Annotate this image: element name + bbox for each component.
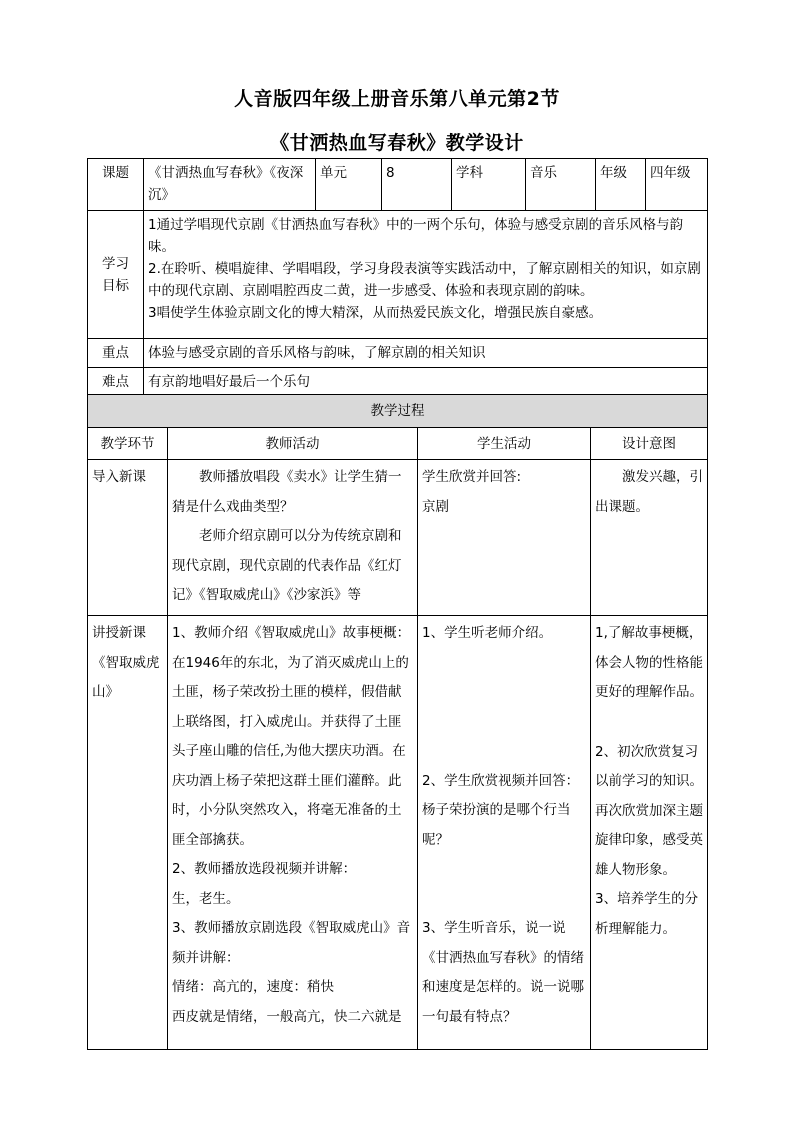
column-header: 设计意图 xyxy=(591,428,708,460)
key-label: 重点 xyxy=(88,339,144,368)
grade-label: 年级 xyxy=(596,159,646,211)
student-step: 学生欣赏并回答: xyxy=(422,469,522,485)
goals-label: 学习目标 xyxy=(88,211,144,339)
goal-item: 3唱使学生体验京剧文化的博大精深，从而热爱民族文化，增强民族自豪感。 xyxy=(148,305,603,321)
process-table xyxy=(87,394,708,1050)
teacher-step: 西皮就是情绪，一般高亢，快二六就是 xyxy=(172,1008,402,1025)
intent-step: 激发兴趣，引出课题。 xyxy=(595,469,703,515)
stage-cell: 导入新课 xyxy=(88,460,168,616)
difficulty-value: 有京韵地唱好最后一个乐句 xyxy=(144,368,708,397)
teacher-step: 老师介绍京剧可以分为传统京剧和现代京剧，现代京剧的代表作品《红灯记》《智取威虎山》《沙家浜》等 xyxy=(172,528,402,603)
teacher-step: 3、教师播放京剧选段《智取威虎山》音频并讲解： xyxy=(172,920,411,966)
student-step: 3、学生听音乐，说一说《甘洒热血写春秋》的情绪和速度是怎样的。说一说哪一句最有特点？ xyxy=(422,920,584,1025)
stage-cell: 讲授新课《智取威虎山》 xyxy=(88,616,168,1050)
column-header: 学生活动 xyxy=(418,428,591,460)
column-header: 教学环节 xyxy=(88,428,168,460)
document-title: 人音版四年级上册音乐第八单元第2节 xyxy=(234,88,560,110)
student-step: 2、学生欣赏视频并回答：杨子荣扮演的是哪个行当呢？ xyxy=(422,772,580,848)
unit-value: 8 xyxy=(382,159,452,211)
goal-item: 1通过学唱现代京剧《甘洒热血写春秋》中的一两个乐句，体验与感受京剧的音乐风格与韵味。 xyxy=(148,217,684,255)
table-row xyxy=(88,460,708,616)
info-table xyxy=(87,158,708,397)
grade-value: 四年级 xyxy=(646,159,708,211)
design-intent xyxy=(591,616,708,1050)
difficulty-label: 难点 xyxy=(88,368,144,397)
subject-value: 音乐 xyxy=(526,159,596,211)
teacher-step: 教师播放唱段《卖水》让学生猜一猜是什么戏曲类型？ xyxy=(172,469,402,515)
column-header: 教师活动 xyxy=(168,428,418,460)
intent-step: 3、培养学生的分析理解能力。 xyxy=(595,891,699,937)
table-row xyxy=(88,616,708,1050)
teacher-activity xyxy=(168,616,418,1050)
teacher-step: 2、教师播放选段视频并讲解： xyxy=(172,861,357,877)
teacher-step: 情绪：高亢的，速度：稍快 xyxy=(172,979,334,995)
intent-step: 2、初次欣赏复习以前学习的知识。再次欣赏加深主题旋律印象，感受英雄人物形象。 xyxy=(595,743,703,878)
topic-label: 课题 xyxy=(88,159,144,211)
student-step: 1、学生听老师介绍。 xyxy=(422,625,553,641)
teacher-step: 生，老生。 xyxy=(172,890,240,907)
design-intent xyxy=(591,460,708,616)
process-header: 教学过程 xyxy=(88,395,708,428)
subject-label: 学科 xyxy=(452,159,526,211)
goal-item: 2.在聆听、模唱旋律、学唱唱段，学习身段表演等实践活动中，了解京剧相关的知识，如京剧中的现代京剧、京剧唱腔西皮二黄，进一步感受、体验和表现京剧的韵味。 xyxy=(148,261,701,299)
document-subtitle: 《甘洒热血写春秋》教学设计 xyxy=(270,132,524,154)
key-value: 体验与感受京剧的音乐风格与韵味，了解京剧的相关知识 xyxy=(144,339,708,368)
unit-label: 单元 xyxy=(316,159,382,211)
topic-value: 《甘洒热血写春秋》《夜深沉》 xyxy=(144,159,316,211)
student-activity xyxy=(418,460,591,616)
goals-list xyxy=(144,211,708,339)
student-activity xyxy=(418,616,591,1050)
intent-step: 1,了解故事梗概，体会人物的性格能更好的理解作品。 xyxy=(595,625,703,700)
student-step: 京剧 xyxy=(422,498,449,515)
teacher-step: 1、教师介绍《智取威虎山》故事梗概：在1946年的东北，为了消灭威虎山上的土匪，杨子荣改扮土匪的模样，假借献上联络图，打入威虎山。并获得了土匪头子座山雕的信任,为他大摆庆功酒。在庆功酒上杨子荣把这群土匪们灌醉。此时，小分队突然攻入，将毫无准备的土匪全部擒获。 xyxy=(172,625,411,848)
teacher-activity xyxy=(168,460,418,616)
